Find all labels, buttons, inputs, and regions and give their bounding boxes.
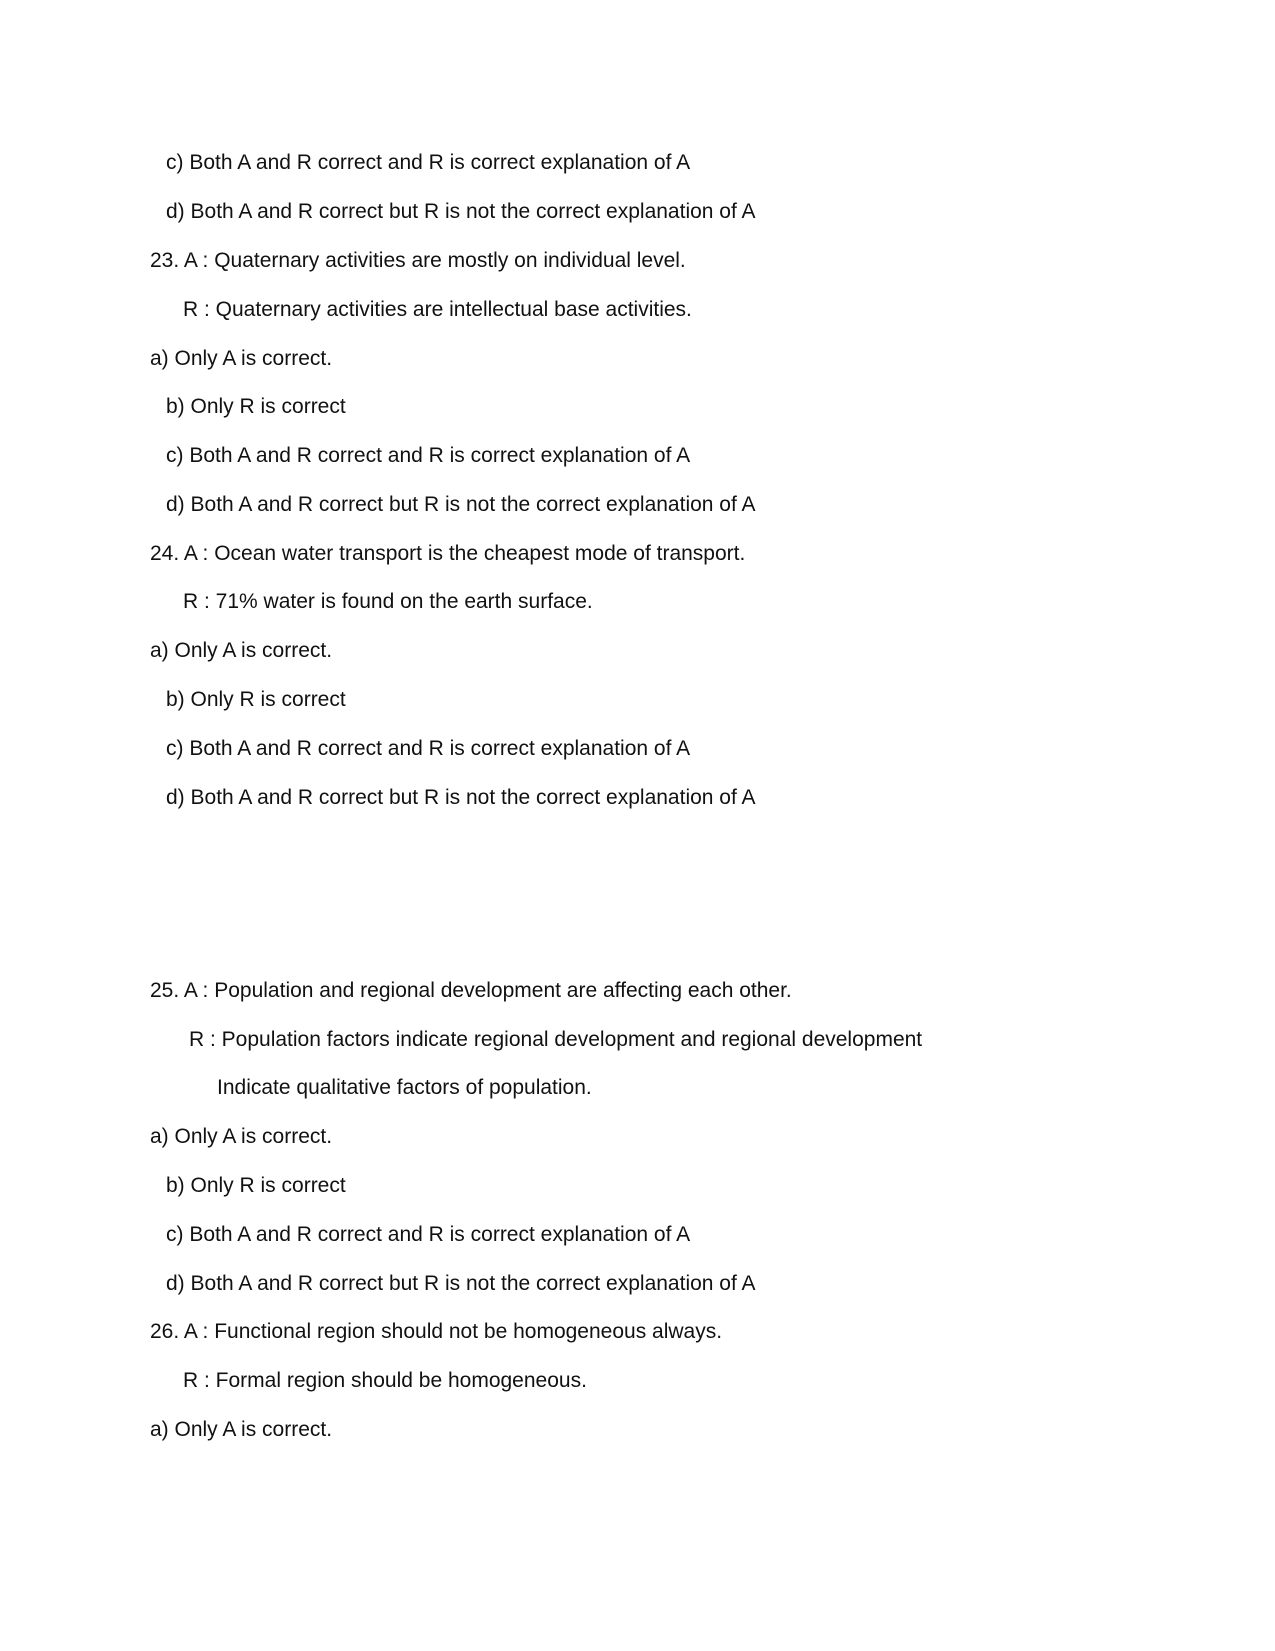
q23-reason: R : Quaternary activities are intellectual base activities.: [183, 298, 692, 321]
q24-option-b: b) Only R is correct: [166, 688, 346, 711]
q23-option-c: c) Both A and R correct and R is correct explanation of A: [166, 444, 691, 467]
q23-option-d: d) Both A and R correct but R is not the correct explanation of A: [166, 493, 756, 516]
q25-assertion: 25. A : Population and regional development are affecting each other.: [150, 979, 792, 1002]
q23-option-a: a) Only A is correct.: [150, 347, 333, 370]
q23-assertion: 23. A : Quaternary activities are mostly on individual level.: [150, 249, 686, 272]
q25-option-a: a) Only A is correct.: [150, 1125, 333, 1148]
q24-reason: R : 71% water is found on the earth surface.: [183, 590, 593, 613]
option-d: d) Both A and R correct but R is not the correct explanation of A: [166, 200, 756, 223]
q25-reason: R : Population factors indicate regional development and regional development: [189, 1028, 923, 1051]
q24-option-d: d) Both A and R correct but R is not the correct explanation of A: [166, 786, 756, 809]
q26-assertion: 26. A : Functional region should not be homogeneous always.: [150, 1320, 723, 1343]
option-c: c) Both A and R correct and R is correct explanation of A: [166, 151, 691, 174]
q25-reason-continued: Indicate qualitative factors of population.: [217, 1076, 592, 1099]
q25-option-b: b) Only R is correct: [166, 1174, 346, 1197]
q25-option-c: c) Both A and R correct and R is correct explanation of A: [166, 1223, 691, 1246]
q26-reason: R : Formal region should be homogeneous.: [183, 1369, 587, 1392]
q23-option-b: b) Only R is correct: [166, 395, 346, 418]
q24-option-c: c) Both A and R correct and R is correct explanation of A: [166, 737, 691, 760]
q25-option-d: d) Both A and R correct but R is not the correct explanation of A: [166, 1272, 756, 1295]
q24-option-a: a) Only A is correct.: [150, 639, 333, 662]
q26-option-a: a) Only A is correct.: [150, 1418, 333, 1441]
q24-assertion: 24. A : Ocean water transport is the cheapest mode of transport.: [150, 542, 746, 565]
